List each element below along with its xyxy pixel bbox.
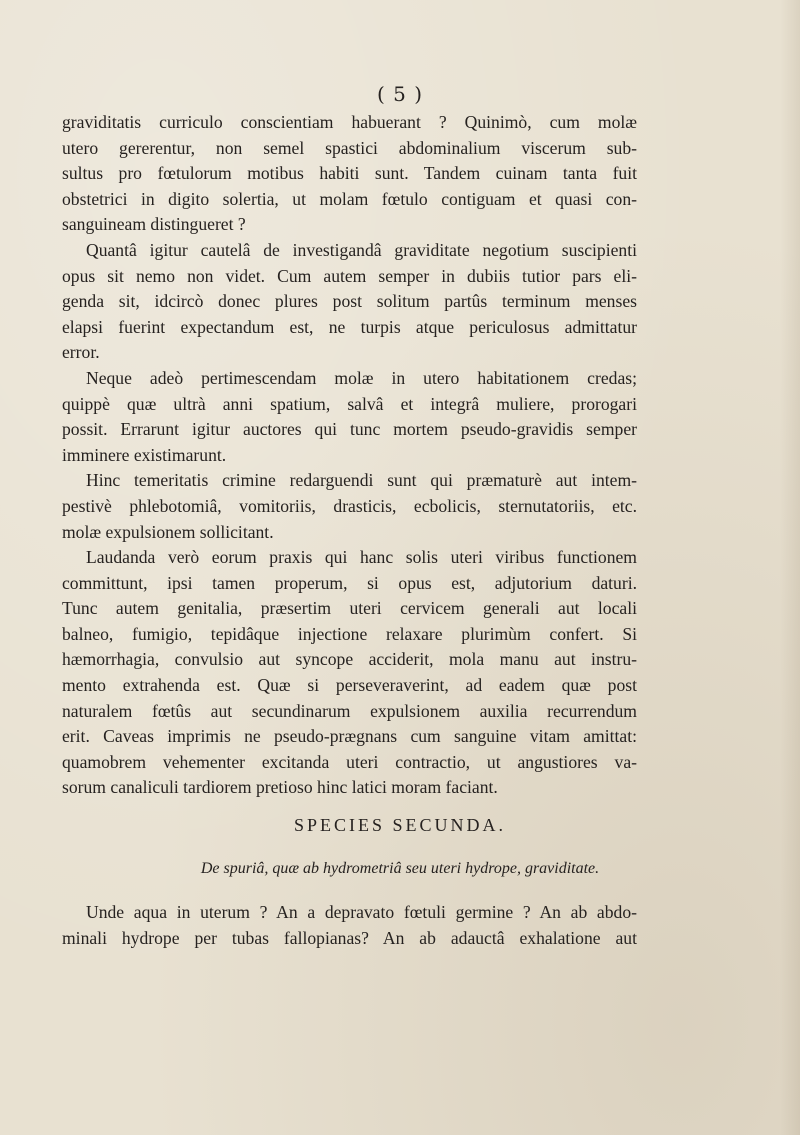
text-line: error.: [62, 342, 100, 363]
text-line: pestivè phlebotomiâ, vomitoriis, drasticis, ecbolicis, sternutatoriis, etc.: [62, 495, 637, 516]
text-line: committunt, ipsi tamen properum, si opus est, adjutorium daturi.: [62, 572, 637, 593]
text-line: Neque adeò pertimescendam molæ in utero habitationem credas;: [86, 367, 637, 388]
paragraph-2: [62, 238, 637, 366]
page-edge-shadow: [780, 0, 800, 1135]
text-line: elapsi fuerint expectandum est, ne turpis atque periculosus admittatur: [62, 316, 637, 337]
section-body-text: [62, 900, 637, 951]
text-line: Hinc temeritatis crimine redarguendi sunt qui præmaturè aut intem-: [86, 470, 637, 491]
paragraph-3: [62, 366, 637, 468]
text-line: graviditatis curriculo conscientiam habuerant ? Quinimò, cum molæ: [62, 112, 637, 132]
paragraph-4: [62, 468, 637, 545]
text-line: possit. Errarunt igitur auctores qui tunc mortem pseudo-gravidis semper: [62, 419, 637, 440]
section-heading: SPECIES SECUNDA.: [293, 815, 507, 835]
text-line: quippè quæ ultrà anni spatium, salvâ et integrâ muliere, prorogari: [62, 393, 637, 414]
text-line: imminere existimarunt.: [62, 444, 227, 465]
page-number: ( 5 ): [376, 82, 424, 106]
paragraph-5: [62, 545, 637, 801]
text-line: naturalem fœtûs aut secundinarum expulsionem auxilia recurrendum: [62, 700, 637, 721]
text-line: Quantâ igitur cautelâ de investigandâ graviditate negotium suscipienti: [86, 239, 637, 260]
text-line: sultus pro fœtulorum motibus habiti sunt. Tandem cuinam tanta fuit: [62, 163, 637, 184]
text-line: balneo, fumigio, tepidâque injectione relaxare plurimùm confert. Si: [62, 623, 637, 644]
text-line: genda sit, idcircò donec plures post solitum partûs terminum menses: [62, 291, 637, 312]
body-text: [62, 110, 637, 801]
text-line: Laudanda verò eorum praxis qui hanc solis uteri viribus functionem: [86, 547, 637, 568]
text-line: sorum canaliculi tardiorem pretioso hinc latici moram faciant.: [62, 777, 498, 798]
text-line: minali hydrope per tubas fallopianas? An ab adauctâ exhalatione aut: [62, 927, 637, 948]
paragraph-6: [62, 900, 637, 951]
text-line: erit. Caveas imprimis ne pseudo-prægnans cum sanguine vitam amittat:: [62, 726, 637, 747]
paragraph-1: [62, 110, 637, 238]
text-line: molæ expulsionem sollicitant.: [62, 521, 274, 542]
text-line: mento extrahenda est. Quæ si perseveraverint, ad eadem quæ post: [62, 675, 637, 696]
text-line: obstetrici in digito solertia, ut molam fœtulo contiguam et quasi con-: [62, 188, 637, 209]
text-line: quamobrem vehementer excitanda uteri contractio, ut angustiores va-: [62, 751, 637, 772]
text-line: Unde aqua in uterum ? An a depravato fœtuli germine ? An ab abdo-: [86, 902, 637, 922]
text-line: utero gererentur, non semel spastici abdominalium viscerum sub-: [62, 137, 637, 158]
section-subheading: De spuriâ, quæ ab hydrometriâ seu uteri hydrope, graviditate.: [200, 860, 600, 877]
text-line: opus sit nemo non videt. Cum autem semper in dubiis tutior pars eli-: [62, 265, 637, 286]
text-line: Tunc autem genitalia, præsertim uteri cervicem generali aut locali: [62, 598, 637, 619]
text-line: sanguineam distingueret ?: [62, 214, 246, 235]
text-line: hæmorrhagia, convulsio aut syncope acciderit, mola manu aut instru-: [62, 649, 637, 670]
